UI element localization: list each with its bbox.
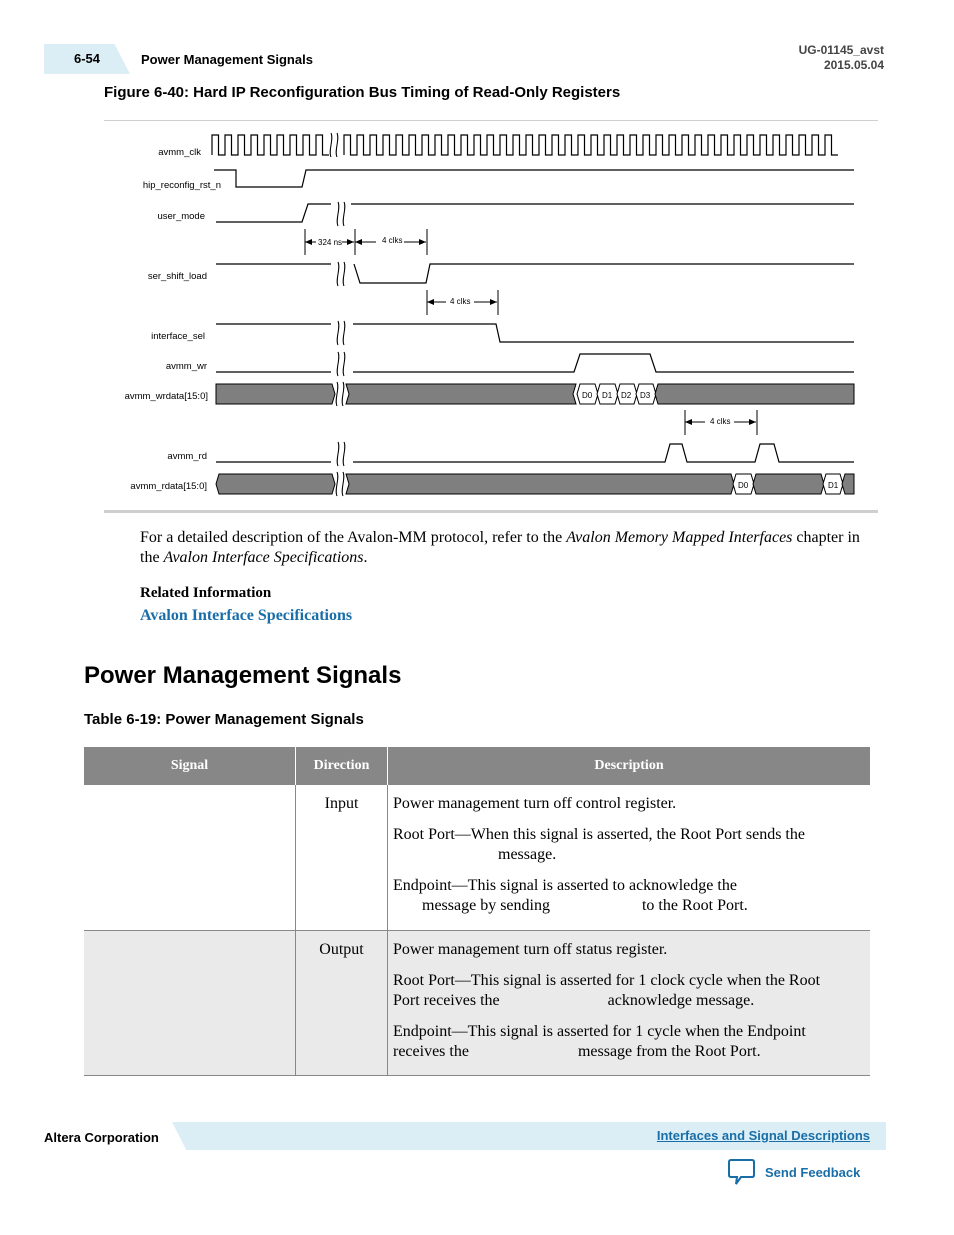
rdata-label-d1: D1 [828,481,839,490]
figure-title: Figure 6-40: Hard IP Reconfiguration Bus Timing of Read-Only Registers [104,84,621,101]
document-id [799,43,884,73]
waveform-interface-sel [216,324,854,342]
wrdata-label-d2: D2 [621,391,632,400]
cell-direction: Output [296,930,388,1075]
annotation-4clks-a: 4 clks [382,236,403,245]
label-hip-reconfig-rst-n: hip_reconfig_rst_n [142,180,221,191]
related-information-heading: Related Information [140,585,272,601]
wrdata-label-d1: D1 [602,391,613,400]
table-row [84,930,870,1075]
desc-paragraph [393,825,862,865]
break-ser-shift-load [337,262,345,286]
bus-rdata-seg3 [753,474,824,494]
figure-bottom-rule [104,510,878,513]
desc-line: Port receives the [393,991,500,1009]
power-management-table [84,747,870,1076]
desc-paragraph [393,876,862,916]
desc-line: Endpoint—This signal is asserted for 1 cycle when the Endpoint [393,1022,806,1040]
figure-top-rule [104,120,878,121]
intro-paragraph [140,528,860,568]
waveform-ser-shift-load [216,264,854,283]
label-avmm-clk: avmm_clk [158,147,201,158]
running-title: Power Management Signals [141,52,313,67]
send-feedback-label: Send Feedback [765,1164,861,1180]
desc-line: Root Port—This signal is asserted for 1 clock cycle when the Root [393,971,821,989]
annotation-4clks-c: 4 clks [710,417,731,426]
waveform-avmm-rd [216,444,854,462]
send-feedback-button[interactable] [727,1158,860,1186]
label-avmm-rdata: avmm_rdata[15:0] [130,481,207,492]
break-avmm-clk [330,133,338,157]
speech-bubble-icon [727,1158,756,1186]
desc-line: receives the [393,1042,469,1060]
cell-description [388,785,871,930]
desc-line: message by sending [422,897,550,914]
desc-paragraph [393,971,862,1011]
cell-signal [84,785,296,930]
break-avmm-wrdata [336,382,344,406]
label-avmm-wrdata: avmm_wrdata[15:0] [124,391,208,402]
desc-line: message from the Root Port. [577,1042,761,1060]
desc-line: Power management turn off control register. [393,795,677,812]
intro-italic-spec: Avalon Interface Specifications [163,549,364,566]
intro-text: For a detailed description of the Avalon-MM protocol, refer to the [140,529,567,546]
waveform-avmm-wr [216,354,854,372]
label-interface-sel: interface_sel [151,331,205,342]
table-header-row [84,747,870,785]
desc-line: Endpoint—This signal is asserted to acknowledge the [393,877,737,894]
break-avmm-wr [337,352,345,376]
cell-description [388,930,871,1075]
waveform-avmm-clk [212,135,838,155]
waveform-hip-reconfig-rst-n [214,170,854,187]
desc-line: to the Root Port. [641,897,748,914]
bus-wrdata-seg1 [216,384,335,404]
wrdata-label-d0: D0 [582,391,593,400]
bus-wrdata-seg3 [655,384,854,404]
break-user-mode [337,202,345,226]
bus-rdata-seg1 [216,474,335,494]
waveform-user-mode [216,204,854,222]
table-row [84,785,870,930]
desc-line: Root Port—When this signal is asserted, the Root Port sends the [393,826,805,843]
wrdata-label-d3: D3 [640,391,651,400]
break-avmm-rd [337,442,345,466]
label-user-mode: user_mode [157,211,205,222]
annotation-324ns: 324 ns [318,238,343,247]
doc-date: 2015.05.04 [823,58,884,72]
intro-italic-ref: Avalon Memory Mapped Interfaces [566,529,793,546]
avalon-spec-link[interactable]: Avalon Interface Specifications [140,607,353,624]
desc-line: acknowledge message. [607,991,755,1009]
intro-mid-text: chapter in the [140,529,860,566]
header-direction: Direction [296,747,388,785]
cell-direction: Input [296,785,388,930]
table-title: Table 6-19: Power Management Signals [84,711,364,728]
header-signal: Signal [84,747,296,785]
intro-end: . [363,549,368,566]
header-description: Description [388,747,871,785]
cell-signal [84,930,296,1075]
rdata-label-d0: D0 [738,481,749,490]
doc-id-text: UG-01145_avst [798,43,884,57]
chapter-link[interactable]: Interfaces and Signal Descriptions [656,1128,870,1143]
page-number: 6-54 [74,51,101,66]
timing-diagram [104,125,884,505]
desc-line: message. [498,846,557,863]
bus-rdata-seg4 [842,474,854,494]
label-avmm-rd: avmm_rd [167,451,207,462]
bus-wrdata-seg2 [346,384,576,404]
break-avmm-rdata [336,472,344,496]
break-interface-sel [337,321,345,345]
label-ser-shift-load: ser_shift_load [147,271,207,282]
bus-rdata-seg2 [346,474,734,494]
footer-company: Altera Corporation [44,1130,159,1145]
desc-line: Power management turn off status register. [393,940,668,958]
label-avmm-wr: avmm_wr [165,361,207,372]
desc-paragraph [393,1022,862,1062]
section-heading: Power Management Signals [84,662,402,689]
annotation-4clks-b: 4 clks [450,297,471,306]
